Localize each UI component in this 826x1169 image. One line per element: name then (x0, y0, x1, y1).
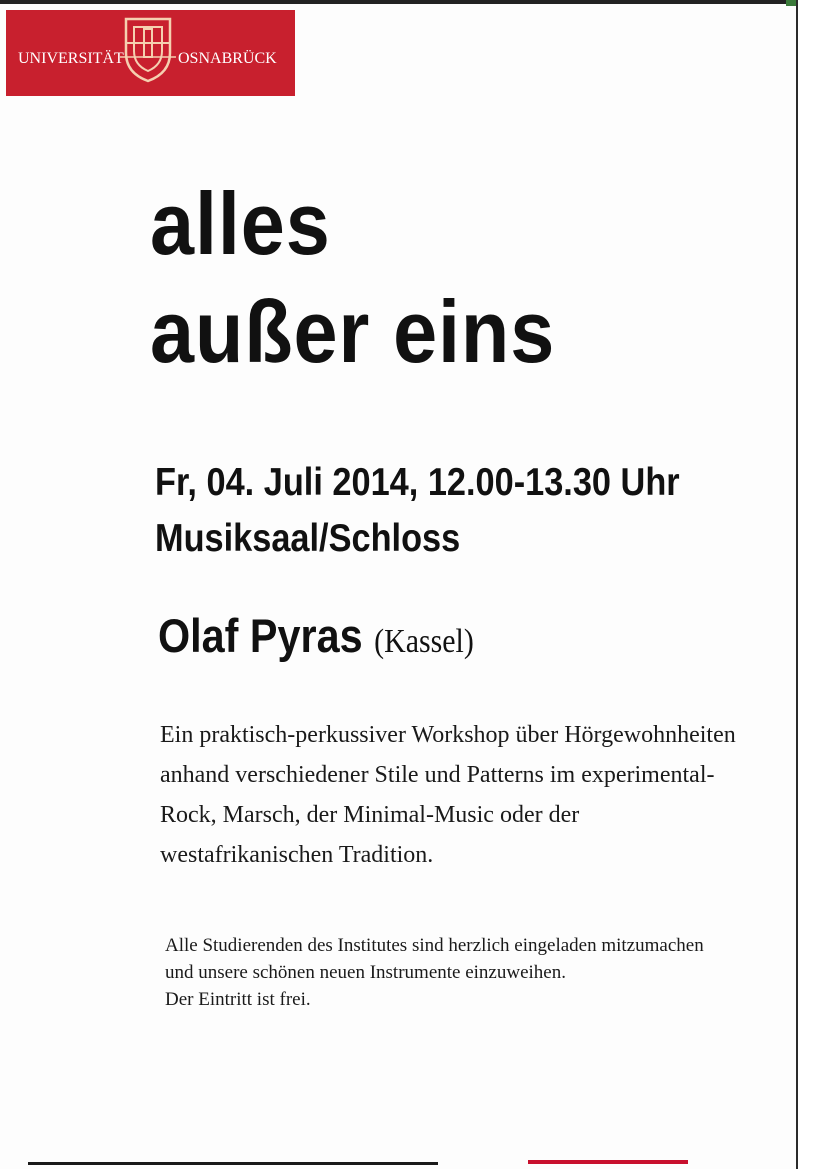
scan-edge-right (796, 0, 826, 1169)
invitation-line: Der Eintritt ist frei. (165, 989, 311, 1010)
event-location: Musiksaal/Schloss (155, 517, 461, 560)
university-seal-icon (118, 13, 178, 85)
event-details (155, 455, 680, 567)
scan-mark-red (528, 1160, 688, 1164)
university-logo (6, 10, 295, 96)
invitation-line: Alle Studierenden des Institutes sind herzlich eingeladen mitzumachen (165, 935, 704, 956)
description-line: Ein praktisch-perkussiver Workshop über Hörgewohnheiten (160, 722, 736, 748)
speaker-origin: (Kassel) (374, 623, 474, 660)
logo-text-universitaet: UNIVERSITÄT (18, 50, 124, 67)
title-line-2: außer eins (150, 282, 556, 381)
scan-edge-top (0, 0, 790, 4)
description-line: anhand verschiedener Stile und Patterns im experimental- (160, 762, 715, 788)
scan-edge-bottom (28, 1162, 438, 1165)
title-line-1: alles (150, 174, 331, 273)
logo-text-osnabrueck: OSNABRÜCK (178, 50, 277, 67)
speaker-name: Olaf Pyras (158, 609, 363, 662)
invitation-line: und unsere schönen neuen Instrumente einzuweihen. (165, 962, 566, 983)
workshop-description (160, 715, 800, 875)
description-line: Rock, Marsch, der Minimal-Music oder der (160, 802, 580, 828)
event-datetime: Fr, 04. Juli 2014, 12.00-13.30 Uhr (155, 461, 680, 504)
poster-title (150, 170, 555, 386)
description-line: westafrikanischen Tradition. (160, 842, 434, 868)
invitation-text (165, 932, 795, 1013)
speaker (158, 608, 474, 663)
